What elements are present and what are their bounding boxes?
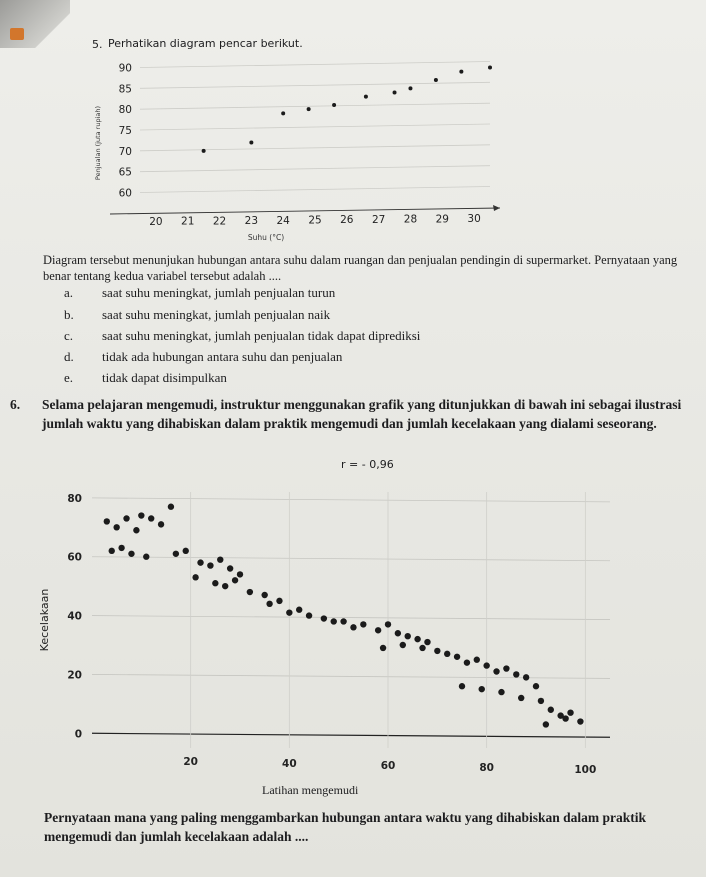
chart2-point [577,718,583,724]
chart2-point [306,612,312,618]
chart2-point [503,665,509,671]
chart2-point [109,548,115,554]
chart2-point [237,571,243,577]
chart2-point [261,592,267,598]
chart2-y-tick-label: 0 [74,728,82,741]
chart2-point [266,601,272,607]
chart1-x-tick-label: 20 [149,216,163,228]
chart2-point [400,642,406,648]
chart2-point [212,580,218,586]
chart1-y-tick-label: 65 [118,166,132,179]
chart2-point [222,583,228,589]
chart1-x-tick-label: 26 [340,214,354,227]
chart2-point [424,639,430,645]
chart1-x-axis-title: Suhu (°C) [247,233,285,242]
chart2-point [459,683,465,689]
chart2-point [148,515,154,521]
chart2-point [192,574,198,580]
chart2-point [483,662,489,668]
chart2-point [533,683,539,689]
chart2-point [123,515,129,521]
question-6-text: Selama pelajaran mengemudi, instruktur menggunakan grafik yang ditunjukkan di bawah ini sebagai ilustrasi jumlah waktu yang dihabiskan dalam praktik mengemudi dan jumlah kecelakaan yang dialami seseorang. [42,397,682,431]
chart2-point [158,521,164,527]
chart1-y-tick-label: 85 [118,83,132,96]
chart2-point [183,548,189,554]
option-text: saat suhu meningkat, jumlah penjualan naik [102,307,331,322]
chart2-x-tick-label: 60 [380,760,396,772]
chart2-gridline [92,498,610,502]
chart1-x-tick-label: 25 [308,214,322,227]
chart2-point [464,659,470,665]
option-label: d. [64,349,74,364]
chart2-y-axis-title: Kecelakaan [38,588,51,652]
option-text: tidak dapat disimpulkan [102,370,227,385]
chart2-point [479,686,485,692]
chart2-x-tick-label: 40 [282,758,297,770]
chart2-x-tick-label: 100 [574,764,597,776]
option-text: saat suhu meningkat, jumlah penjualan tidak dapat diprediksi [102,328,421,343]
chart1-y-tick-label: 80 [118,104,132,117]
chart1-x-tick-label: 23 [244,215,259,228]
option-label: b. [64,307,74,322]
chart1-x-tick-label: 28 [403,213,418,226]
chart2-point [173,551,179,557]
chart2-point [128,551,134,557]
chart2-point [513,671,519,677]
chart1-y-tick-label: 90 [118,62,132,75]
question-6-number: 6. [10,397,21,412]
chart2-point [143,554,149,560]
chart2-gridline [92,557,610,561]
question-5-title: Perhatikan diagram pencar berikut. [108,37,303,50]
chart2-point [548,707,554,713]
chart2-point [340,618,346,624]
chart2-y-tick-label: 40 [67,610,82,623]
chart2-point [518,695,524,701]
chart1-x-tick-label: 22 [212,215,227,228]
chart2-y-tick-label: 80 [67,492,82,505]
chart2-point [395,630,401,636]
chart2-y-tick-label: 20 [67,669,82,682]
chart2-point [360,621,366,627]
chart2-point [419,645,425,651]
chart2-point [331,618,337,624]
chart2-point [385,621,391,627]
chart2-point [562,715,568,721]
chart2-point [286,609,292,615]
chart2-x-axis [92,733,610,737]
chart1-y-tick-label: 60 [118,187,132,200]
question-6-prompt: Pernyataan mana yang paling menggambarkan hubungan antara waktu yang dihabiskan dalam praktik mengemudi dan jumlah kecelakaan adalah .... [44,810,647,844]
option-label: a. [64,285,74,300]
chart2-point [217,556,223,562]
chart2-point [133,527,139,533]
chart2-plot [38,492,610,776]
chart2-point [434,648,440,654]
chart2-x-tick-label: 20 [183,756,198,768]
chart2-point [538,698,544,704]
chart2-point [414,636,420,642]
option-text: tidak ada hubungan antara suhu dan penjualan [102,349,343,364]
chart2-point [118,545,124,551]
chart2-gridline [92,616,610,620]
option-label: e. [64,370,74,385]
chart2-point [380,645,386,651]
chart2-x-axis-title: Latihan mengemudi [262,783,359,797]
question-5-paragraph: Diagram tersebut menunjukan hubungan antara suhu dalam ruangan dan penjualan pendingin di supermarket. Pernyataan yang benar tentang kedua variabel tersebut adalah .... [43,253,678,283]
chart2-x-tick-label: 80 [479,762,494,774]
chart1-x-tick-label: 30 [467,213,481,225]
chart2-point [276,598,282,604]
chart2-point [567,709,573,715]
chart2-point [405,633,411,639]
chart1-x-tick-label: 21 [181,215,195,228]
chart2-point [113,524,119,530]
chart1-y-tick-label: 75 [118,125,132,137]
chart2-point [474,657,480,663]
chart2-point [296,607,302,613]
chart2-y-tick-label: 60 [67,551,82,564]
chart2-point [498,689,504,695]
chart2-point [375,627,381,633]
chart2-point [454,654,460,660]
option-label: c. [64,328,74,343]
chart2-point [350,624,356,630]
chart2-point [444,651,450,657]
option-text: saat suhu meningkat, jumlah penjualan turun [102,285,336,300]
chart2-point [321,615,327,621]
chart1-y-axis-title: Penjualan (juta rupiah) [94,105,102,181]
chart2-point [543,721,549,727]
chart2-point [523,674,529,680]
chart2-point [493,668,499,674]
chart2-point [197,559,203,565]
chart2-point [138,512,144,518]
chart1-x-tick-label: 27 [371,213,386,226]
chart2-point [232,577,238,583]
question-5-number: 5. [92,38,103,51]
chart2-point [247,589,253,595]
chart2-point [104,518,110,524]
chart2-point [207,562,213,568]
chart2-gridline [92,674,610,678]
correlation-label: r = - 0,96 [341,458,394,471]
chart2-point [168,504,174,510]
chart1-y-tick-label: 70 [118,145,132,158]
chart1-x-tick-label: 29 [435,213,449,226]
chart2-point [227,565,233,571]
chart1-x-tick-label: 24 [276,214,290,227]
